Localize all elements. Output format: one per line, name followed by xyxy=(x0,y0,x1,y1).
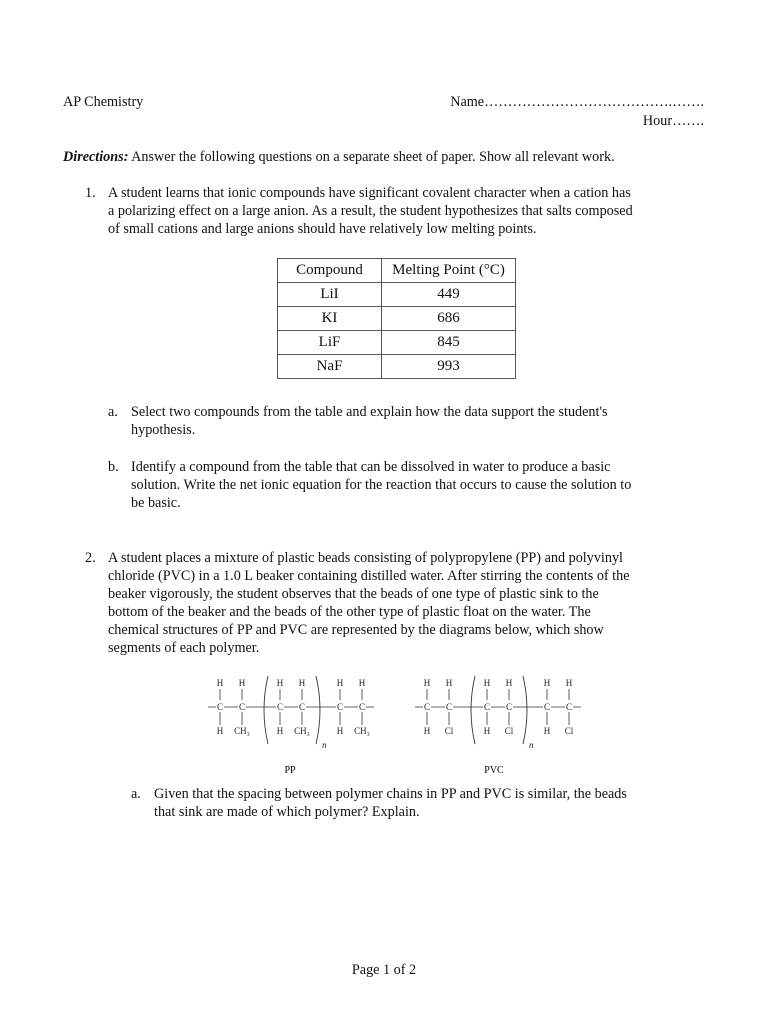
melting-point-table xyxy=(277,258,516,379)
pp-hydrogen-atom: H xyxy=(298,678,306,688)
pvc-structure xyxy=(415,676,581,750)
table-header-compound: Compound xyxy=(278,259,382,283)
pp-substituent: CH₃ xyxy=(234,726,250,736)
polymer-structures-diagram xyxy=(200,672,600,782)
pp-carbon-atom: C xyxy=(238,702,246,712)
pp-right-bracket xyxy=(316,676,320,744)
pp-carbon-atom: C xyxy=(298,702,306,712)
pvc-right-bracket xyxy=(523,676,527,744)
table-cell-compound: KI xyxy=(278,307,382,331)
question-2-line: A student places a mixture of plastic beads consisting of polypropylene (PP) and polyvinyl xyxy=(108,550,623,566)
table-cell-melting-point: 686 xyxy=(382,307,516,331)
table-row xyxy=(278,355,516,379)
pp-hydrogen-atom: H xyxy=(358,678,366,688)
pp-carbon-atom: C xyxy=(336,702,344,712)
question-2-line: bottom of the beaker and the beads of the other type of plastic float on the water. The xyxy=(108,604,591,620)
question-1a-letter: a. xyxy=(108,404,118,420)
question-2a-line: Given that the spacing between polymer chains in PP and PVC is similar, the beads xyxy=(154,786,627,802)
table-cell-melting-point: 449 xyxy=(382,283,516,307)
directions xyxy=(63,148,713,166)
question-1b-letter: b. xyxy=(108,459,119,475)
pp-substituent: CH₃ xyxy=(294,726,310,736)
pvc-hydrogen-atom: H xyxy=(423,678,431,688)
pvc-hydrogen-atom: H xyxy=(483,726,491,736)
pvc-left-bracket xyxy=(471,676,475,744)
pvc-hydrogen-atom: H xyxy=(565,678,573,688)
pvc-hydrogen-atom: H xyxy=(505,678,513,688)
question-2-text xyxy=(108,549,705,657)
pvc-substituent: Cl xyxy=(504,726,514,736)
question-1b-line: Identify a compound from the table that can be dissolved in water to produce a basic xyxy=(131,459,611,475)
question-2-line: chloride (PVC) in a 1.0 L beaker containing distilled water. After stirring the contents of the xyxy=(108,568,630,584)
table-row xyxy=(278,307,516,331)
pvc-hydrogen-atom: H xyxy=(423,726,431,736)
hour-field-label: Hour……. xyxy=(642,113,704,129)
question-1-line: of small cations and large anions should have relatively low melting points. xyxy=(108,221,537,237)
pvc-label: PVC xyxy=(484,765,504,776)
pvc-carbon-atom: C xyxy=(483,702,491,712)
question-1-text xyxy=(108,184,705,238)
pp-structure xyxy=(208,676,374,750)
pvc-repeat-n: n xyxy=(529,740,534,750)
pvc-carbon-atom: C xyxy=(445,702,453,712)
table-cell-compound: NaF xyxy=(278,355,382,379)
course-title: AP Chemistry xyxy=(63,94,144,110)
pp-carbon-atom: C xyxy=(276,702,284,712)
pvc-substituent: Cl xyxy=(564,726,574,736)
pp-label: PP xyxy=(284,765,296,776)
pvc-carbon-atom: C xyxy=(543,702,551,712)
pp-substituent: CH₃ xyxy=(354,726,370,736)
pvc-hydrogen-atom: H xyxy=(543,726,551,736)
pvc-hydrogen-atom: H xyxy=(543,678,551,688)
question-2-line: chemical structures of PP and PVC are represented by the diagrams below, which show xyxy=(108,622,604,638)
question-1-line: a polarizing effect on a large anion. As a result, the student hypothesizes that salts composed xyxy=(108,203,633,219)
question-1a-line: hypothesis. xyxy=(131,422,196,438)
table-cell-compound: LiF xyxy=(278,331,382,355)
directions-text: Answer the following questions on a separate sheet of paper. Show all relevant work. xyxy=(128,149,615,165)
question-1b-line: solution. Write the net ionic equation for the reaction that occurs to cause the solution to xyxy=(131,477,632,493)
question-1a-text xyxy=(131,403,707,439)
question-2a-line: that sink are made of which polymer? Explain. xyxy=(154,804,420,820)
question-2-line: beaker vigorously, the student observes that the beads of one type of plastic sink to the xyxy=(108,586,599,602)
pvc-carbon-atom: C xyxy=(423,702,431,712)
question-2-number: 2. xyxy=(85,550,96,566)
pvc-carbon-atom: C xyxy=(565,702,573,712)
question-1a-line: Select two compounds from the table and explain how the data support the student's xyxy=(131,404,608,420)
table-row xyxy=(278,331,516,355)
table-cell-melting-point: 845 xyxy=(382,331,516,355)
question-2-line: segments of each polymer. xyxy=(108,640,260,656)
pp-repeat-n: n xyxy=(322,740,327,750)
table-header-row xyxy=(278,259,516,283)
pp-hydrogen-atom: H xyxy=(276,678,284,688)
pp-hydrogen-atom: H xyxy=(336,726,344,736)
question-1-line: A student learns that ionic compounds have significant covalent character when a cation has xyxy=(108,185,631,201)
pp-hydrogen-atom: H xyxy=(336,678,344,688)
question-2a-text xyxy=(154,785,710,821)
pp-hydrogen-atom: H xyxy=(216,726,224,736)
question-1b-line: be basic. xyxy=(131,495,181,511)
pvc-hydrogen-atom: H xyxy=(445,678,453,688)
pp-hydrogen-atom: H xyxy=(238,678,246,688)
name-field-label: Name………………………………….……. xyxy=(450,94,704,110)
table-cell-compound: LiI xyxy=(278,283,382,307)
pvc-hydrogen-atom: H xyxy=(483,678,491,688)
pp-hydrogen-atom: H xyxy=(276,726,284,736)
pvc-substituent: Cl xyxy=(444,726,454,736)
pp-carbon-atom: C xyxy=(216,702,224,712)
pp-carbon-atom: C xyxy=(358,702,366,712)
pp-left-bracket xyxy=(264,676,268,744)
table-row xyxy=(278,283,516,307)
table-cell-melting-point: 993 xyxy=(382,355,516,379)
pvc-carbon-atom: C xyxy=(505,702,513,712)
pp-hydrogen-atom: H xyxy=(216,678,224,688)
page-number: Page 1 of 2 xyxy=(351,962,417,978)
table-header-melting-point: Melting Point (°C) xyxy=(382,259,516,283)
question-1b-text xyxy=(131,458,707,512)
directions-label: Directions: xyxy=(63,149,129,165)
question-1-number: 1. xyxy=(85,185,96,201)
question-2a-letter: a. xyxy=(131,786,141,802)
